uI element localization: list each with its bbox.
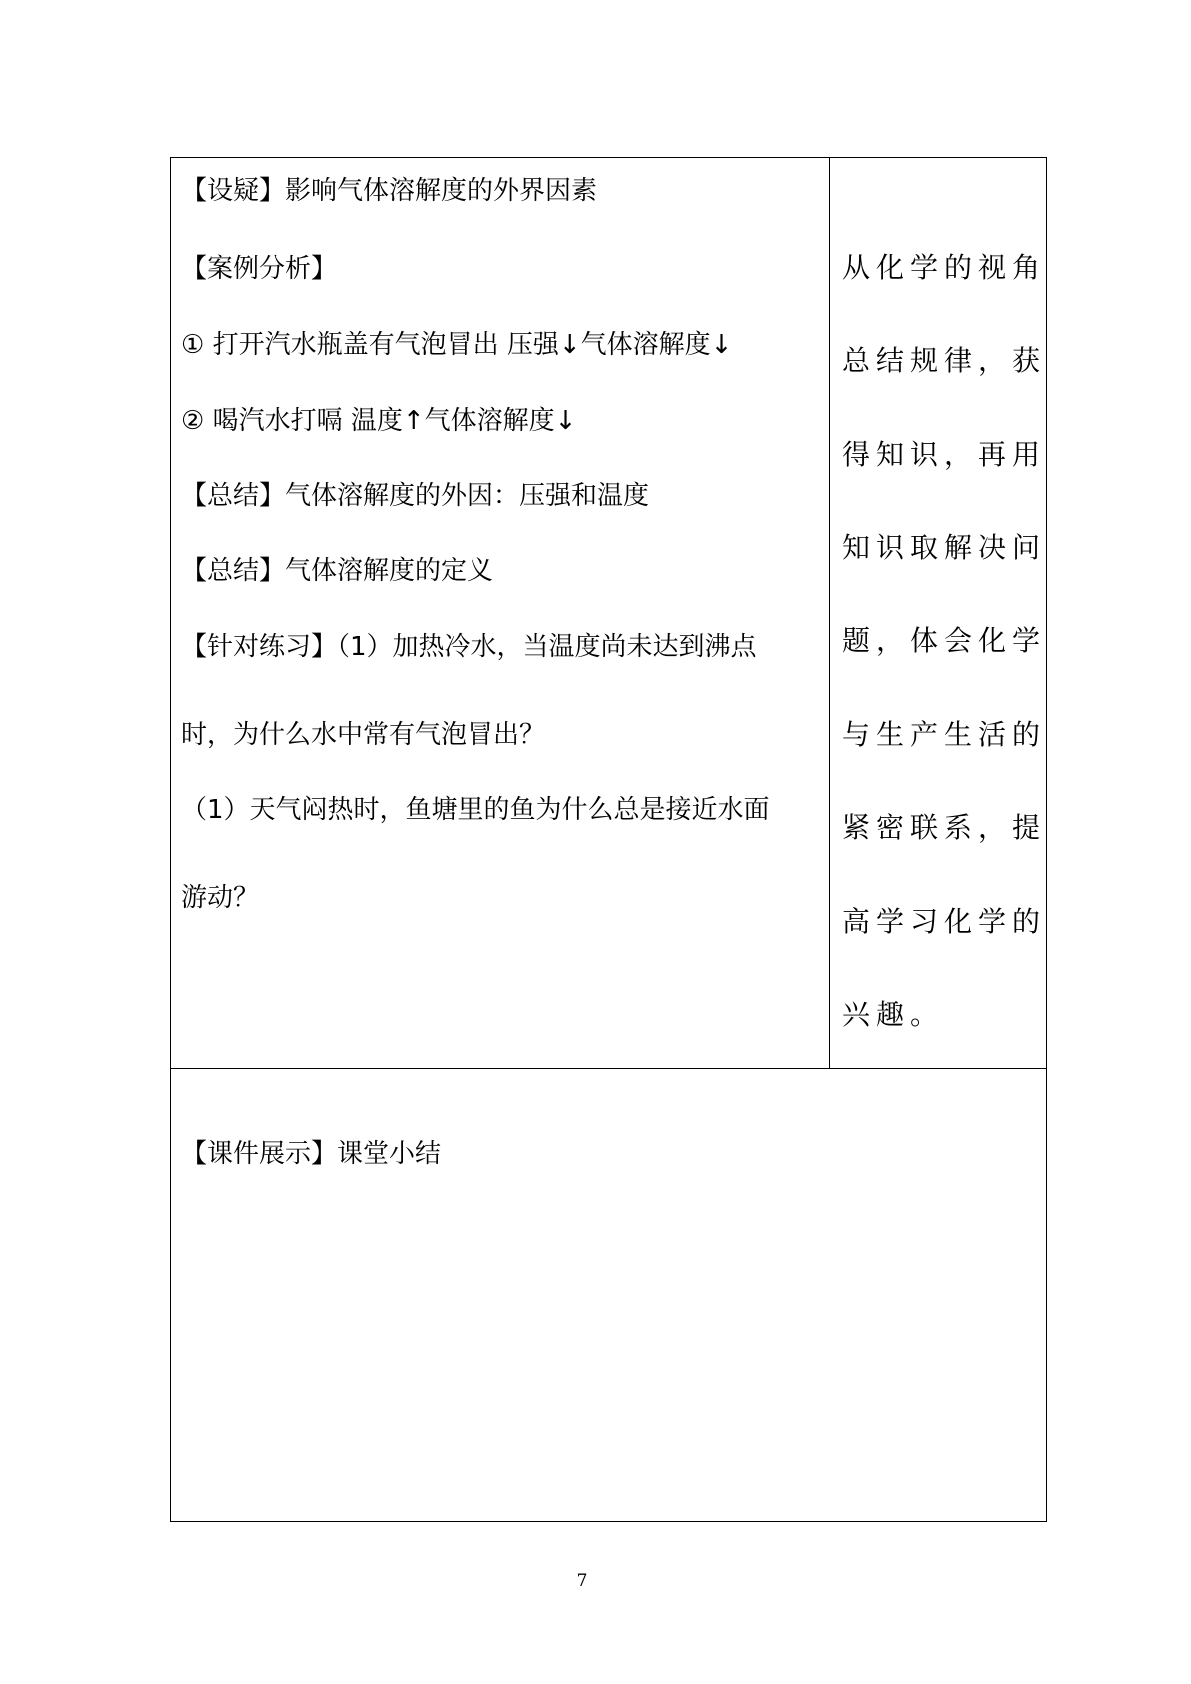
intent-line: 知识取解决问 [842, 531, 1047, 564]
courseware-summary-text: 【课件展示】课堂小结 [181, 1139, 442, 1169]
design-intent-cell [830, 158, 1047, 1069]
content-line-question: 【设疑】影响气体溶解度的外界因素 [181, 176, 598, 206]
summary-cell [171, 1069, 1047, 1522]
intent-line: 题，体会化学 [842, 624, 1047, 657]
content-line-case-1: ① 打开汽水瓶盖有气泡冒出 压强↓气体溶解度↓ [181, 330, 733, 360]
lesson-content-cell [171, 158, 830, 1069]
content-line-case-2: ② 喝汽水打嗝 温度↑气体溶解度↓ [181, 406, 577, 436]
intent-line: 紧密联系，提 [842, 811, 1047, 844]
content-line-practice-2a: （1）天气闷热时，鱼塘里的鱼为什么总是接近水面 [181, 795, 770, 825]
intent-line: 高学习化学的 [842, 905, 1047, 938]
intent-line: 总结规律，获 [842, 344, 1047, 377]
content-line-practice-1a: 【针对练习】（1）加热冷水，当温度尚未达到沸点 [181, 632, 757, 662]
intent-line: 与生产生活的 [842, 718, 1047, 751]
intent-line: 兴趣。 [842, 998, 945, 1031]
intent-line: 得知识，再用 [842, 438, 1047, 471]
page-number: 7 [576, 1571, 588, 1591]
table-row [171, 1069, 1047, 1522]
content-line-case-analysis: 【案例分析】 [181, 254, 338, 284]
content-line-summary-factors: 【总结】气体溶解度的外因：压强和温度 [181, 481, 650, 511]
content-line-practice-1b: 时，为什么水中常有气泡冒出？ [181, 720, 546, 750]
table-row [171, 158, 1047, 1069]
content-line-practice-2b: 游动？ [181, 883, 260, 913]
content-line-summary-definition: 【总结】气体溶解度的定义 [181, 556, 494, 586]
intent-line: 从化学的视角 [842, 251, 1047, 284]
lesson-table [170, 157, 1047, 1522]
